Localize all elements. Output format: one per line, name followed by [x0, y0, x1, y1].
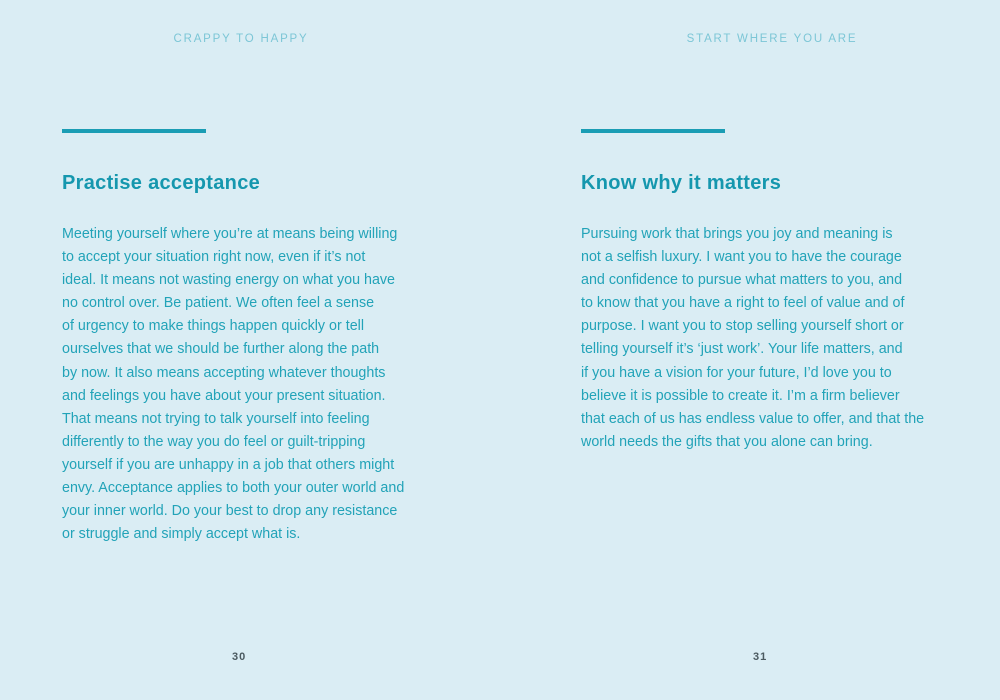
text-line: that each of us has endless value to offer, and that the	[581, 410, 925, 427]
text-line: to accept your situation right now, even if it’s not	[62, 249, 366, 266]
text-line: Meeting yourself where you’re at means being willing	[62, 226, 398, 242]
running-head: CRAPPY TO HAPPY	[173, 33, 309, 45]
section-heading: Know why it matters	[581, 172, 782, 194]
text-line: yourself if you are unhappy in a job that others might	[62, 456, 395, 473]
text-line: world needs the gifts that you alone can bring.	[581, 433, 873, 450]
text-line: or struggle and simply accept what is.	[62, 526, 301, 543]
text-line: if you have a vision for your future, I’d love you to	[581, 364, 892, 381]
page-number: 30	[232, 651, 247, 663]
body-text	[62, 223, 404, 546]
text-line: telling yourself it’s ‘just work’. Your life matters, and	[581, 341, 903, 358]
text-line: to know that you have a right to feel of value and of	[581, 295, 905, 312]
running-head: START WHERE YOU ARE	[686, 33, 858, 45]
page-number: 31	[753, 651, 768, 663]
text-line: ourselves that we should be further along the path	[62, 341, 380, 358]
text-line: not a selfish luxury. I want you to have the courage	[581, 249, 902, 266]
text-line: ideal. It means not wasting energy on what you have	[62, 272, 396, 289]
section-rule	[581, 129, 725, 133]
text-line: by now. It also means accepting whatever thoughts	[62, 364, 386, 381]
text-line: no control over. Be patient. We often feel a sense	[62, 295, 375, 312]
text-line: differently to the way you do feel or guilt-tripping	[62, 433, 366, 450]
text-line: and confidence to pursue what matters to you, and	[581, 272, 903, 289]
text-line: Pursuing work that brings you joy and meaning is	[581, 226, 893, 242]
body-text	[581, 223, 924, 454]
section-rule	[62, 129, 206, 133]
section-heading: Practise acceptance	[62, 172, 261, 194]
text-line: That means not trying to talk yourself into feeling	[62, 410, 370, 427]
text-line: believe it is possible to create it. I’m a firm believer	[581, 387, 900, 404]
text-line: purpose. I want you to stop selling yourself short or	[581, 318, 904, 335]
text-line: of urgency to make things happen quickly or tell	[62, 318, 364, 335]
text-line: and feelings you have about your present situation.	[62, 387, 386, 404]
text-line: your inner world. Do your best to drop any resistance	[62, 503, 398, 520]
right-page	[500, 0, 1000, 700]
text-line: envy. Acceptance applies to both your outer world and	[62, 480, 405, 497]
